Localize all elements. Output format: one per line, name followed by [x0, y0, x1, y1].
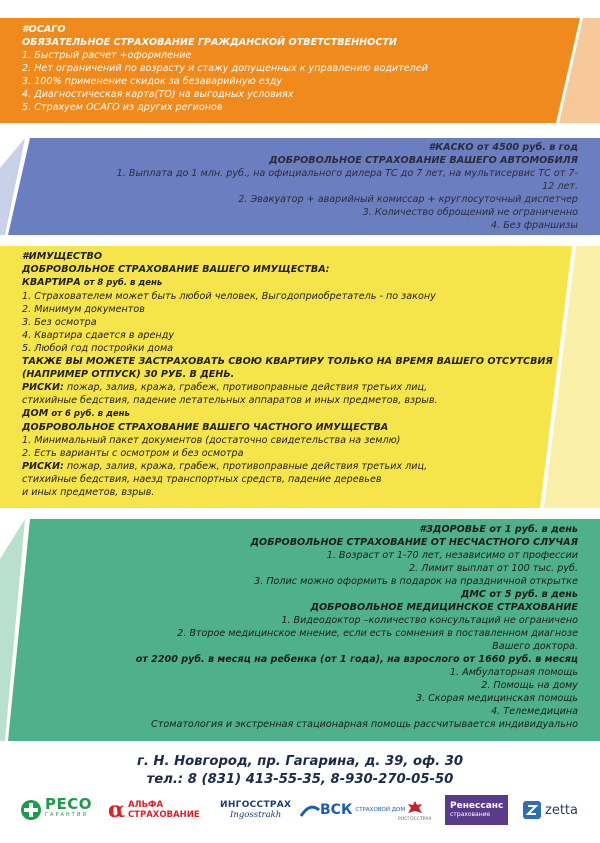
list-item: 1. Выплата до 1 млн. руб., на официального дилера ТС до 7 лет, на мультисервис ТС от 7-12 лет.: [116, 168, 578, 192]
kvartira-price: от 8 руб. в день: [83, 278, 163, 288]
ingos-sub: Ingosstrakh: [230, 810, 282, 820]
dom-price: от 6 руб. в день: [51, 409, 130, 419]
kasko-title: #КАСКО от 4500 руб. в год: [428, 142, 578, 153]
imushestvo-title: #ИМУЩЕСТВО: [22, 251, 102, 262]
list-item: 4. Телемедицина: [491, 706, 578, 717]
list-item: 1. Быстрый расчет +оформление: [22, 50, 192, 61]
list-item: 1. Видеодоктор –количество консультаций не ограничено: [281, 615, 578, 626]
alfa-line1: АЛЬФА: [127, 800, 164, 810]
zetta-name: zetta: [545, 802, 578, 818]
dms-heading: ДОБРОВОЛЬНОЕ МЕДИЦИНСКОЕ СТРАХОВАНИЕ: [310, 602, 578, 613]
risks-text: и иных предметов, взрыв.: [22, 487, 155, 498]
vsk-name: ВСК: [320, 802, 353, 818]
kasko-heading: ДОБРОВОЛЬНОЕ СТРАХОВАНИЕ ВАШЕГО АВТОМОБИЛЯ: [269, 155, 578, 166]
vsk-logo: [300, 795, 405, 825]
dom-label: ДОМ: [22, 408, 49, 419]
list-item: 3. Полис можно оформить в подарок на праздничной открытке: [254, 576, 578, 587]
phones: тел.: 8 (831) 413-55-35, 8-930-270-05-50: [146, 772, 454, 787]
ingos-logo: [220, 795, 291, 825]
risks-label: РИСКИ:: [22, 382, 64, 393]
list-item: 5. Страхуем ОСАГО из других регионов: [22, 102, 223, 113]
dms-price-line: от 2200 руб. в месяц на ребенка (от 1 года), на взрослого от 1660 руб. в месяц: [135, 654, 578, 665]
list-item: 2. Второе медицинское мнение, если есть сомнения в поставленном диагнозе Вашего доктора.: [177, 628, 578, 652]
kvartira-label: КВАРТИРА: [22, 277, 81, 288]
list-item: 1. Возраст от 1-70 лет, независимо от профессии: [326, 550, 578, 561]
imushestvo-heading: ДОБРОВОЛЬНОЕ СТРАХОВАНИЕ ВАШЕГО ИМУЩЕСТВА:: [22, 264, 330, 275]
zdorovie-heading: ДОБРОВОЛЬНОЕ СТРАХОВАНИЕ ОТ НЕСЧАСТНОГО СЛУЧАЯ: [250, 537, 578, 548]
list-item: 2. Эвакуатор + аварийный комиссар + круглосуточный диспетчер: [238, 194, 578, 205]
zdorovie-section: [0, 519, 600, 741]
renessans-sub: страхование: [450, 811, 491, 818]
reso-emblem-icon: [20, 799, 42, 821]
risks-label: РИСКИ:: [22, 461, 64, 472]
zetta-logo: [522, 795, 578, 825]
rgs-logo: [398, 795, 432, 825]
zdorovie-title: #ЗДОРОВЬЕ от 1 руб. в день: [419, 524, 578, 535]
list-item: 3. Скорая медицинская помощь: [415, 693, 578, 704]
alfa-symbol-icon: α: [108, 797, 125, 823]
rgs-eagle-icon: [406, 799, 424, 817]
list-item: 3. Количество оброщений не ограниченно: [362, 207, 578, 218]
risks-text: стихийные бедствия, падение летательных аппаратов и иных предметов, взрыв.: [22, 395, 438, 406]
list-item: 2. Нет ограничений по возрасту и стажу допущенных к управлению водителей: [22, 63, 428, 74]
osago-heading: ОБЯЗАТЕЛЬНОЕ СТРАХОВАНИЕ ГРАЖДАНСКОЙ ОТВЕТСТВЕННОСТИ: [22, 37, 397, 48]
alfa-logo: [108, 795, 200, 825]
rgs-sub: РОСГОССТРАХ: [398, 816, 432, 822]
list-item: 3. 100% применение скидок за безаварийную езду: [22, 76, 283, 87]
reso-logo: [20, 795, 92, 825]
imushestvo-section: [0, 246, 600, 508]
list-item: 1. Амбулаторная помощь: [449, 667, 578, 678]
risks-text: пожар, залив, кража, грабеж, противоправные действия третьих лиц,: [63, 461, 428, 472]
list-item: 2. Минимум документов: [22, 304, 145, 315]
partner-logos: [20, 795, 590, 825]
renessans-name: Ренессанс: [450, 801, 504, 811]
list-item: 5. Любой год постройки дома: [22, 343, 174, 354]
osago-title: #ОСАГО: [22, 24, 66, 35]
list-item: 2. Помощь на дому: [481, 680, 578, 691]
risks-text: пожар, залив, кража, грабеж, противоправные действия третьих лиц,: [63, 382, 428, 393]
alfa-line2: СТРАХОВАНИЕ: [127, 810, 200, 820]
reso-sub: ГАРАНТИЯ: [45, 812, 88, 818]
list-item: 4. Диагностическая карта(ТО) на выгодных условиях: [22, 89, 294, 100]
vsk-sub: СТРАХОВОЙ ДОМ: [355, 807, 406, 813]
address: г. Н. Новгород, пр. Гагарина, д. 39, оф. 30: [136, 754, 464, 769]
list-item: 4. Квартира сдается в аренду: [22, 330, 175, 341]
notice-line: ТАКЖЕ ВЫ МОЖЕТЕ ЗАСТРАХОВАТЬ СВОЮ КВАРТИРУ ТОЛЬКО НА ВРЕМЯ ВАШЕГО ОТСУТСВИЯ: [22, 356, 553, 367]
dms-title: ДМС от 5 руб. в день: [460, 589, 578, 600]
list-item: 3. Без осмотра: [22, 317, 97, 328]
notice-line: (НАПРИМЕР ОТПУСК) 30 РУБ. В ДЕНЬ.: [22, 369, 235, 380]
renessans-logo: [445, 795, 508, 825]
zetta-emblem-icon: [522, 800, 542, 820]
list-item: 2. Лимит выплат от 100 тыс. руб.: [408, 563, 578, 574]
zdorovie-footer: Стоматология и экстренная стационарная помощь рассчитывается индивидуально: [151, 719, 578, 730]
list-item: 1. Минимальный пакет документов (достаточно свидетельства на землю): [22, 435, 401, 446]
vsk-arc-icon: [300, 802, 320, 818]
osago-section: [0, 18, 600, 123]
list-item: 4. Без франшизы: [491, 220, 578, 231]
risks-text: стихийные бедствия, наезд транспортных средств, падение деревьев: [22, 474, 382, 485]
reso-name: РЕСО: [45, 795, 92, 813]
dom-heading: ДОБРОВОЛЬНОЕ СТРАХОВАНИЕ ВАШЕГО ЧАСТНОГО ИМУЩЕСТВА: [22, 422, 389, 433]
contacts-block: [0, 753, 600, 789]
kasko-section: [0, 138, 600, 235]
ingos-name: ИНГОССТРАХ: [220, 800, 292, 810]
list-item: 1. Страхователем может быть любой человек, Выгодоприобретатель - по закону: [22, 291, 436, 302]
list-item: 2. Есть варианты с осмотром и без осмотра: [22, 448, 244, 459]
